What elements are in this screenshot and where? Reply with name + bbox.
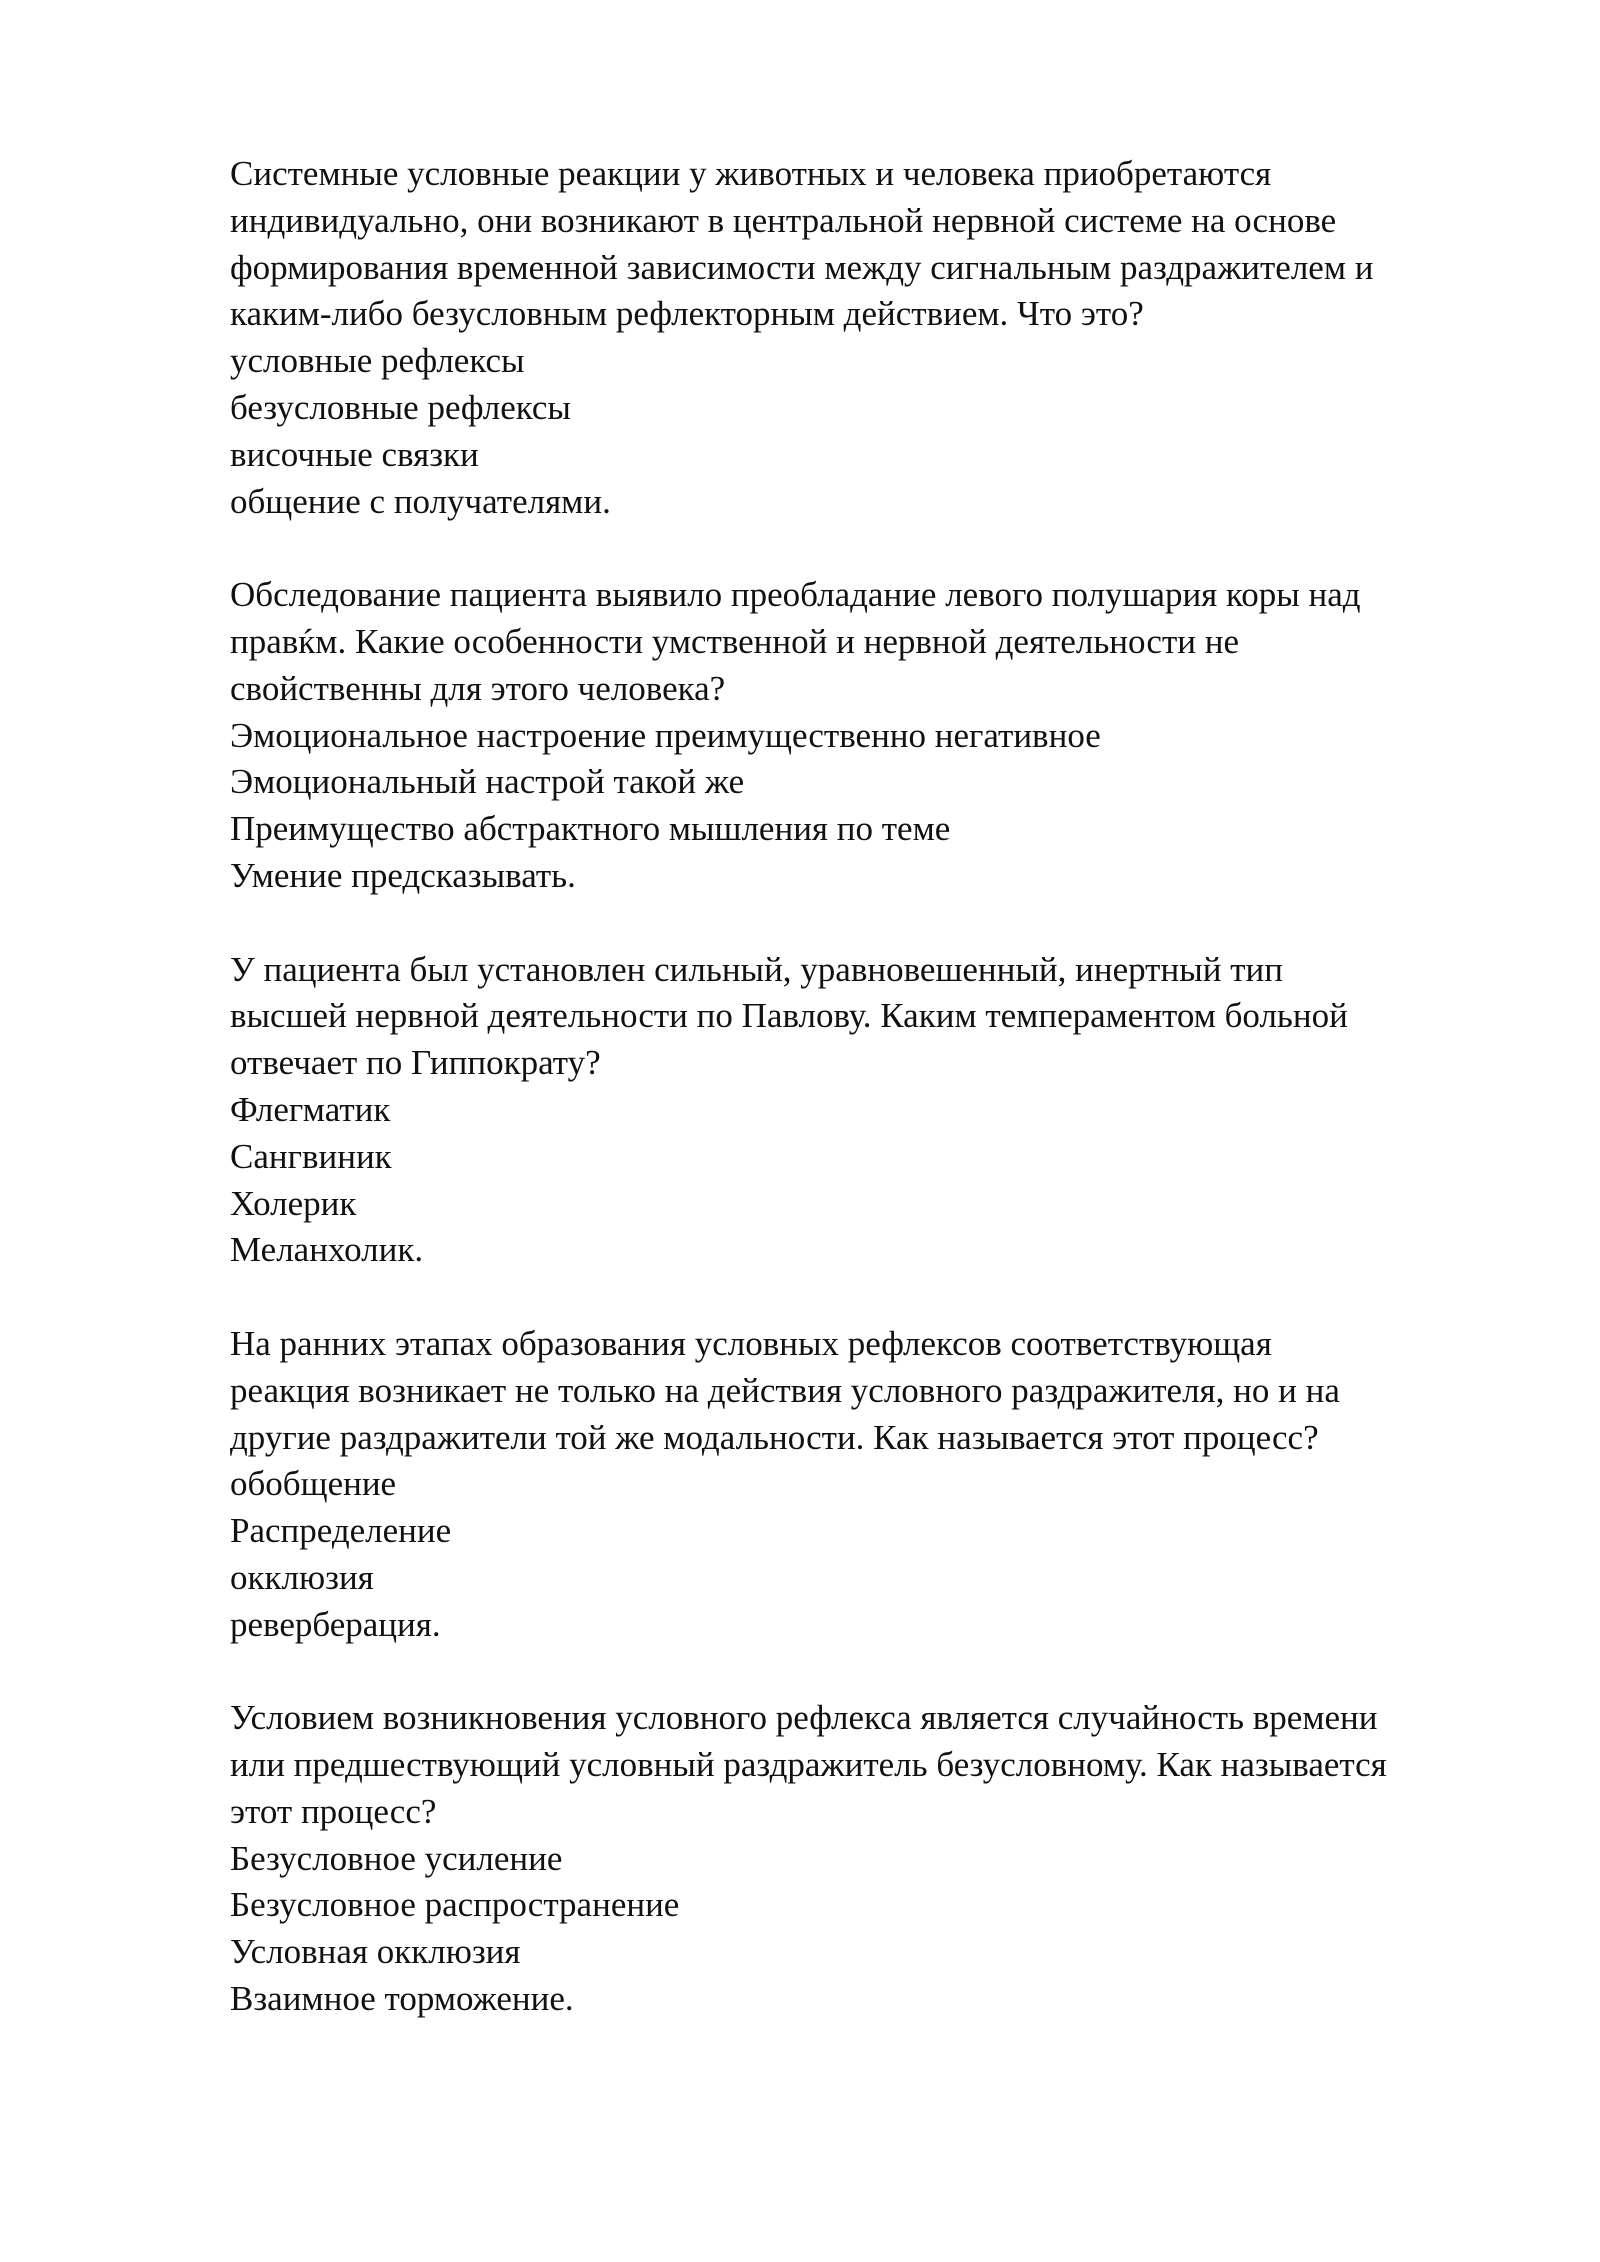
answer-option: Эмоциональный настрой такой же — [230, 762, 745, 802]
question-text — [230, 1695, 1520, 1835]
answer-option: реверберация. — [230, 1604, 441, 1644]
question-text — [230, 1321, 1520, 1461]
answer-option: Преимущество абстрактного мышления по теме — [230, 809, 951, 849]
question-line: правќм. Какие особенности умственной и нервной деятельности не — [230, 621, 1239, 661]
question-line: У пациента был установлен сильный, уравновешенный, инертный тип — [230, 949, 1283, 989]
question-line: Обследование пациента выявило преобладание левого полушария коры над — [230, 575, 1361, 615]
question-line: Условием возникновения условного рефлекса является случайность времени — [230, 1698, 1378, 1738]
question-line: реакция возникает не только на действия условного раздражителя, но и на — [230, 1370, 1340, 1410]
question-block-5 — [230, 1695, 1520, 2023]
question-line: формирования временной зависимости между сигнальным раздражителем и — [230, 247, 1374, 287]
question-block-4 — [230, 1321, 1520, 1649]
answer-list — [230, 713, 1520, 900]
question-line: На ранних этапах образования условных рефлексов соответствующая — [230, 1323, 1272, 1363]
question-block-3 — [230, 947, 1520, 1275]
question-line: свойственны для этого человека? — [230, 668, 726, 708]
answer-option: Безусловное усиление — [230, 1838, 563, 1878]
answer-list — [230, 338, 1520, 525]
question-block-1 — [230, 151, 1520, 525]
answer-option: окклюзия — [230, 1557, 374, 1597]
question-line: или предшествующий условный раздражитель безусловному. Как называется — [230, 1745, 1387, 1785]
answer-option: Умение предсказывать. — [230, 855, 576, 895]
question-line: Системные условные реакции у животных и человека приобретаются — [230, 154, 1272, 193]
answer-option: Безусловное распространение — [230, 1885, 680, 1925]
answer-option: Взаимное торможение. — [230, 1979, 574, 2019]
document-page — [230, 151, 1520, 2070]
answer-option: Холерик — [230, 1183, 357, 1223]
answer-option: условные рефлексы — [230, 341, 525, 381]
question-line: отвечает по Гиппократу? — [230, 1043, 601, 1083]
answer-option: безусловные рефлексы — [230, 387, 571, 427]
question-line: этот процесс? — [230, 1791, 437, 1831]
answer-option: Меланхолик. — [230, 1230, 424, 1270]
question-line: каким-либо безусловным рефлекторным действием. Что это? — [230, 294, 1144, 334]
answer-option: Распределение — [230, 1511, 452, 1551]
question-text — [230, 947, 1520, 1087]
question-text — [230, 572, 1520, 712]
answer-option: Условная окклюзия — [230, 1932, 521, 1972]
answer-option: Эмоциональное настроение преимущественно негативное — [230, 715, 1101, 755]
answer-option: обобщение — [230, 1464, 397, 1504]
question-line: высшей нервной деятельности по Павлову. Каким темпераментом больной — [230, 996, 1348, 1036]
question-text — [230, 151, 1520, 338]
question-block-2 — [230, 572, 1520, 900]
question-line: индивидуально, они возникают в центральной нервной системе на основе — [230, 200, 1337, 240]
answer-list — [230, 1836, 1520, 2023]
answer-option: Сангвиник — [230, 1136, 392, 1176]
answer-option: Флегматик — [230, 1089, 391, 1129]
answer-option: височные связки — [230, 434, 479, 474]
answer-list — [230, 1461, 1520, 1648]
answer-list — [230, 1087, 1520, 1274]
question-line: другие раздражители той же модальности. Как называется этот процесс? — [230, 1417, 1319, 1457]
answer-option: общение с получателями. — [230, 481, 611, 521]
